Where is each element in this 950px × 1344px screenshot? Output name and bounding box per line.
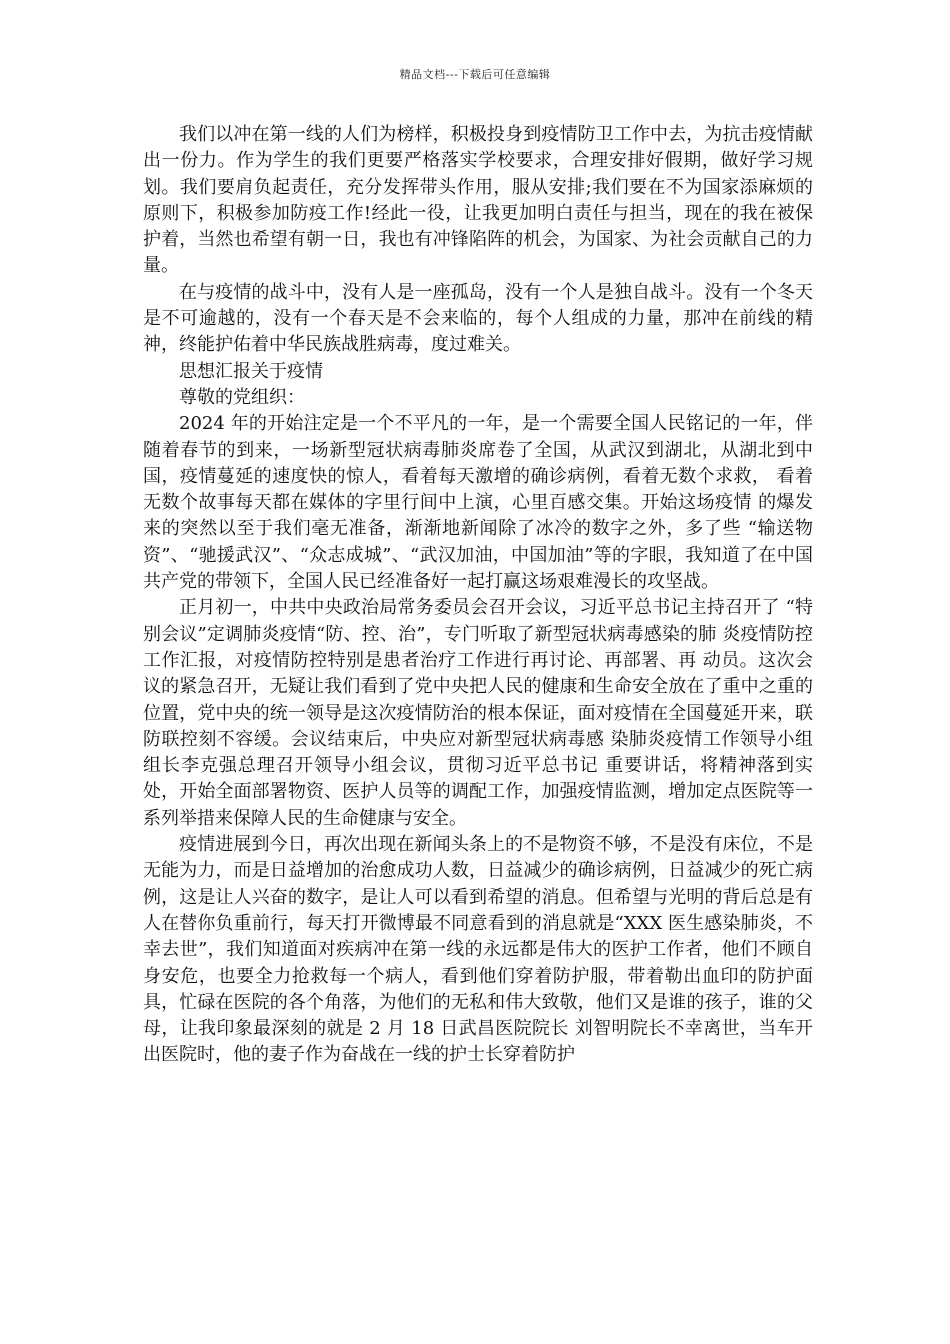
paragraph: 我们以冲在第一线的人们为榜样，积极投身到疫情防卫工作中去，为抗击疫情献出一份力。作为学生的我们更要严格落实学校要求，合理安排好假期，做好学习规划。我们要肩负起责任，充分发挥带头作用，服从安排;我们要在不为国家添麻烦的原则下，积极参加防疫工作!经此一役，让我更加明白责任与担当，现在的我在被保护着，当然也希望有朝一日，我也有冲锋陷阵的机会，为国家、为社会贡献自己的力量。	[143, 124, 813, 277]
paragraph: 2024 年的开始注定是一个不平凡的一年，是一个需要全国人民铭记的一年，伴随着春节的到来，一场新型冠状病毒肺炎席卷了全国，从武汉到湖北，从湖北到中国，疫情蔓延的速度快的惊人，看着每天激增的确诊病例，看着无数个求救， 看着无数个故事每天都在媒体的字里行间中上演，心里百感交集。开始这场疫情 的爆发来的突然以至于我们毫无准备，渐渐地新闻除了冰冷的数字之外，多了些 “输送物资”、“驰援武汉”、“众志成城”、“武汉加油，中国加油”等的字眼，我知道了在中国共产党的带领下，全国人民已经准备好一起打赢这场艰难漫长的攻坚战。	[143, 413, 813, 593]
paragraph: 正月初一，中共中央政治局常务委员会召开会议，习近平总书记主持召开了 “特别会议”定调肺炎疫情“防、控、治”，专门听取了新型冠状病毒感染的肺 炎疫情防控工作汇报，对疫情防控特别是患者治疗工作进行再讨论、再部署、再 动员。这次会议的紧急召开，无疑让我们看到了党中央把人民的健康和生命安全放在了重中之重的位置，党中央的统一领导是这次疫情防治的根本保证，面对疫情在全国蔓延开来，联防联控刻不容缓。会议结束后，中央应对新型冠状病毒感 染肺炎疫情工作领导小组组长李克强总理召开领导小组会议，贯彻习近平总书记 重要讲话，将精神落到实处，开始全面部署物资、医护人员等的调配工作，加强疫情监测，增加定点医院等一系列举措来保障人民的生命健康与安全。	[143, 597, 813, 829]
salutation: 尊敬的党组织：	[179, 386, 305, 408]
section-heading: 思想汇报关于疫情	[179, 360, 323, 382]
page-header: 精品文档---下载后可任意编辑	[399, 68, 551, 81]
paragraph: 疫情进展到今日，再次出现在新闻头条上的不是物资不够，不是没有床位，不是无能为力，而是日益增加的治愈成功人数，日益减少的确诊病例，日益减少的死亡病例，这是让人兴奋的数字，是让人可以看到希望的消息。但希望与光明的背后总是有人在替你负重前行，每天打开微博最不同意看到的消息就是“XXX 医生感染肺炎，不幸去世”，我们知道面对疾病冲在第一线的永远都是伟大的医护工作者，他们不顾自身安危，也要全力抢救每一个病人，看到他们穿着防护服，带着勒出血印的防护面具，忙碌在医院的各个角落，为他们的无私和伟大致敬，他们又是谁的孩子，谁的父母，让我印象最深刻的就是 2 月 18 日武昌医院院长 刘智明院长不幸离世，当车开出医院时，他的妻子作为奋战在一线的护士长穿着防护	[143, 834, 813, 1066]
document-body	[143, 122, 813, 1069]
paragraph: 在与疫情的战斗中，没有人是一座孤岛，没有一个人是独自战斗。没有一个冬天是不可逾越的，没有一个春天是不会来临的，每个人组成的力量，那冲在前线的精神，终能护佑着中华民族战胜病毒，度过难关。	[143, 281, 813, 356]
